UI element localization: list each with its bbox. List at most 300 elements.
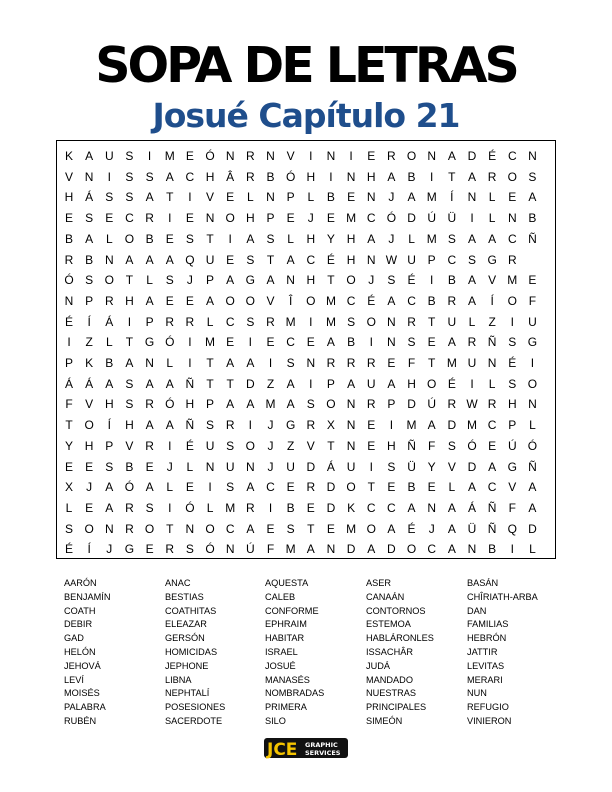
grid-letter[interactable]: I bbox=[107, 169, 111, 184]
grid-letter[interactable]: L bbox=[408, 231, 415, 246]
grid-letter[interactable]: Ú bbox=[427, 397, 437, 412]
grid-letter[interactable]: R bbox=[104, 293, 114, 308]
grid-letter[interactable]: U bbox=[104, 149, 114, 163]
grid-letter[interactable]: D bbox=[407, 211, 416, 226]
grid-letter[interactable]: U bbox=[467, 356, 477, 370]
grid-letter[interactable]: Q bbox=[185, 252, 195, 267]
grid-letter[interactable]: A bbox=[145, 480, 154, 495]
grid-letter[interactable]: E bbox=[528, 273, 537, 288]
grid-letter[interactable]: C bbox=[387, 500, 396, 515]
grid-letter[interactable]: S bbox=[105, 190, 114, 205]
grid-letter[interactable]: S bbox=[85, 273, 94, 288]
grid-letter[interactable]: D bbox=[467, 149, 477, 163]
grid-letter[interactable]: N bbox=[387, 314, 396, 329]
grid-letter[interactable]: E bbox=[64, 459, 73, 474]
grid-letter[interactable]: O bbox=[406, 149, 417, 163]
grid-letter[interactable]: G bbox=[527, 335, 538, 350]
grid-letter[interactable]: C bbox=[286, 335, 295, 350]
grid-letter[interactable]: S bbox=[286, 521, 295, 536]
grid-letter[interactable]: I bbox=[430, 273, 434, 288]
grid-letter[interactable]: Q bbox=[507, 521, 517, 536]
grid-letter[interactable]: I bbox=[188, 356, 192, 370]
grid-letter[interactable]: A bbox=[246, 397, 255, 412]
grid-letter[interactable]: T bbox=[125, 335, 134, 350]
grid-letter[interactable]: F bbox=[508, 500, 516, 515]
grid-letter[interactable]: S bbox=[407, 335, 416, 350]
grid-letter[interactable]: T bbox=[226, 376, 234, 391]
grid-letter[interactable]: I bbox=[147, 149, 152, 163]
grid-letter[interactable]: I bbox=[248, 335, 253, 350]
grid-letter[interactable]: B bbox=[347, 335, 356, 350]
grid-letter[interactable]: L bbox=[65, 500, 73, 515]
grid-letter[interactable]: E bbox=[64, 211, 73, 226]
grid-letter[interactable]: O bbox=[346, 273, 356, 288]
grid-letter[interactable]: I bbox=[510, 314, 514, 329]
grid-letter[interactable]: R bbox=[507, 252, 517, 267]
grid-letter[interactable]: M bbox=[325, 314, 336, 329]
grid-letter[interactable]: S bbox=[387, 273, 396, 288]
grid-letter[interactable]: J bbox=[388, 231, 395, 246]
grid-letter[interactable]: T bbox=[206, 231, 214, 246]
grid-letter[interactable]: A bbox=[447, 149, 456, 163]
grid-letter[interactable]: B bbox=[326, 190, 335, 205]
grid-letter[interactable]: W bbox=[385, 252, 398, 267]
grid-letter[interactable]: L bbox=[307, 190, 315, 205]
grid-letter[interactable]: I bbox=[168, 211, 172, 226]
grid-letter[interactable]: I bbox=[309, 149, 313, 163]
grid-letter[interactable]: H bbox=[64, 190, 74, 205]
grid-letter[interactable]: A bbox=[266, 273, 275, 288]
grid-letter[interactable]: E bbox=[85, 459, 94, 474]
grid-letter[interactable]: D bbox=[407, 397, 416, 412]
grid-letter[interactable]: D bbox=[326, 500, 336, 515]
grid-letter[interactable]: H bbox=[104, 397, 114, 412]
grid-letter[interactable]: B bbox=[85, 252, 94, 267]
grid-letter[interactable]: Î bbox=[288, 293, 293, 308]
grid-letter[interactable]: Ó bbox=[285, 169, 296, 184]
grid-letter[interactable]: E bbox=[85, 500, 94, 515]
grid-letter[interactable]: A bbox=[246, 231, 255, 246]
grid-letter[interactable]: E bbox=[105, 211, 114, 226]
grid-letter[interactable]: M bbox=[285, 542, 296, 557]
grid-letter[interactable]: R bbox=[346, 356, 356, 370]
grid-letter[interactable]: T bbox=[367, 480, 375, 495]
grid-letter[interactable]: N bbox=[507, 211, 517, 226]
grid-letter[interactable]: É bbox=[407, 521, 416, 536]
grid-letter[interactable]: E bbox=[185, 480, 194, 495]
grid-letter[interactable]: Ñ bbox=[487, 521, 497, 536]
grid-letter[interactable]: E bbox=[145, 459, 154, 474]
grid-letter[interactable]: I bbox=[208, 480, 212, 495]
grid-letter[interactable]: N bbox=[185, 521, 195, 536]
grid-letter[interactable]: T bbox=[327, 273, 335, 288]
grid-letter[interactable]: E bbox=[185, 211, 194, 226]
grid-letter[interactable]: G bbox=[124, 542, 135, 557]
grid-letter[interactable]: K bbox=[347, 500, 356, 515]
grid-letter[interactable]: O bbox=[527, 376, 538, 391]
grid-letter[interactable]: M bbox=[467, 418, 477, 433]
grid-letter[interactable]: L bbox=[206, 500, 214, 515]
grid-letter[interactable]: R bbox=[225, 418, 235, 433]
grid-letter[interactable]: C bbox=[225, 521, 235, 536]
grid-letter[interactable]: A bbox=[246, 356, 255, 370]
grid-letter[interactable]: C bbox=[447, 252, 457, 267]
grid-letter[interactable]: L bbox=[105, 231, 113, 246]
grid-letter[interactable]: R bbox=[387, 149, 396, 163]
grid-letter[interactable]: É bbox=[326, 252, 335, 267]
grid-letter[interactable]: E bbox=[387, 356, 396, 370]
grid-letter[interactable]: M bbox=[406, 418, 417, 433]
grid-letter[interactable]: U bbox=[366, 376, 376, 391]
grid-letter[interactable]: K bbox=[64, 149, 73, 163]
grid-letter[interactable]: Á bbox=[64, 376, 73, 391]
grid-letter[interactable]: M bbox=[285, 314, 296, 329]
grid-letter[interactable]: S bbox=[105, 459, 114, 474]
grid-letter[interactable]: A bbox=[407, 190, 416, 205]
grid-letter[interactable]: R bbox=[407, 314, 416, 329]
grid-letter[interactable]: B bbox=[105, 356, 114, 370]
grid-letter[interactable]: J bbox=[388, 190, 395, 205]
grid-letter[interactable]: A bbox=[165, 252, 174, 267]
grid-letter[interactable]: H bbox=[84, 438, 94, 453]
grid-letter[interactable]: O bbox=[366, 521, 376, 536]
grid-letter[interactable]: I bbox=[67, 335, 71, 350]
grid-letter[interactable]: A bbox=[246, 521, 255, 536]
grid-letter[interactable]: Ü bbox=[447, 211, 457, 226]
grid-letter[interactable]: A bbox=[145, 190, 154, 205]
grid-letter[interactable]: S bbox=[246, 314, 255, 329]
grid-letter[interactable]: J bbox=[166, 459, 173, 474]
grid-letter[interactable]: H bbox=[125, 418, 134, 433]
grid-letter[interactable]: A bbox=[407, 500, 416, 515]
grid-letter[interactable]: R bbox=[487, 169, 497, 184]
grid-letter[interactable]: R bbox=[145, 438, 154, 453]
grid-letter[interactable]: D bbox=[387, 542, 396, 557]
grid-letter[interactable]: E bbox=[185, 293, 194, 308]
grid-letter[interactable]: S bbox=[286, 356, 295, 370]
grid-letter[interactable]: Y bbox=[64, 438, 73, 453]
grid-letter[interactable]: H bbox=[346, 252, 356, 267]
grid-letter[interactable]: Ñ bbox=[407, 438, 416, 453]
grid-letter[interactable]: É bbox=[447, 376, 456, 391]
grid-letter[interactable]: O bbox=[104, 273, 114, 288]
grid-letter[interactable]: C bbox=[346, 293, 356, 308]
grid-letter[interactable]: A bbox=[367, 231, 376, 246]
grid-letter[interactable]: S bbox=[508, 335, 517, 350]
grid-letter[interactable]: A bbox=[105, 376, 114, 391]
grid-letter[interactable]: N bbox=[246, 459, 255, 474]
grid-letter[interactable]: Ñ bbox=[528, 231, 537, 246]
grid-letter[interactable]: T bbox=[327, 438, 335, 453]
grid-letter[interactable]: É bbox=[508, 356, 517, 370]
grid-letter[interactable]: E bbox=[427, 480, 436, 495]
grid-letter[interactable]: H bbox=[306, 169, 316, 184]
grid-letter[interactable]: J bbox=[267, 438, 274, 453]
grid-letter[interactable]: A bbox=[226, 356, 235, 370]
grid-letter[interactable]: E bbox=[145, 542, 154, 557]
grid-letter[interactable]: A bbox=[467, 293, 476, 308]
grid-letter[interactable]: D bbox=[246, 376, 255, 391]
grid-letter[interactable]: A bbox=[165, 418, 174, 433]
grid-letter[interactable]: O bbox=[124, 231, 135, 246]
grid-letter[interactable]: E bbox=[226, 190, 235, 205]
grid-letter[interactable]: G bbox=[507, 459, 517, 474]
grid-letter[interactable]: N bbox=[266, 190, 275, 205]
grid-letter[interactable]: S bbox=[165, 273, 174, 288]
grid-letter[interactable]: B bbox=[64, 231, 73, 246]
grid-letter[interactable]: A bbox=[105, 480, 114, 495]
grid-letter[interactable]: N bbox=[205, 459, 215, 474]
grid-letter[interactable]: B bbox=[488, 542, 497, 557]
grid-letter[interactable]: Ó bbox=[205, 542, 215, 557]
grid-letter[interactable]: N bbox=[205, 211, 215, 226]
grid-letter[interactable]: R bbox=[125, 521, 134, 536]
grid-letter[interactable]: R bbox=[447, 293, 457, 308]
grid-letter[interactable]: O bbox=[245, 438, 256, 453]
grid-letter[interactable]: C bbox=[225, 314, 235, 329]
grid-letter[interactable]: C bbox=[306, 252, 316, 267]
grid-letter[interactable]: L bbox=[488, 190, 496, 205]
grid-letter[interactable]: É bbox=[64, 542, 73, 557]
grid-letter[interactable]: N bbox=[467, 542, 477, 557]
grid-letter[interactable]: W bbox=[466, 397, 478, 412]
grid-letter[interactable]: A bbox=[145, 376, 154, 391]
grid-letter[interactable]: Á bbox=[326, 459, 335, 474]
grid-letter[interactable]: É bbox=[367, 293, 376, 308]
grid-letter[interactable]: Z bbox=[488, 314, 496, 329]
grid-letter[interactable]: L bbox=[287, 231, 294, 246]
grid-letter[interactable]: P bbox=[427, 252, 436, 267]
grid-letter[interactable]: T bbox=[206, 376, 214, 391]
grid-letter[interactable]: V bbox=[447, 459, 456, 474]
grid-letter[interactable]: Z bbox=[286, 438, 295, 453]
grid-letter[interactable]: V bbox=[306, 438, 315, 453]
grid-letter[interactable]: R bbox=[165, 542, 175, 557]
grid-letter[interactable]: I bbox=[329, 169, 333, 184]
grid-letter[interactable]: M bbox=[426, 190, 437, 205]
grid-letter[interactable]: F bbox=[528, 293, 537, 308]
grid-letter[interactable]: Z bbox=[85, 335, 93, 350]
grid-letter[interactable]: N bbox=[487, 356, 497, 370]
grid-letter[interactable]: Á bbox=[85, 376, 94, 391]
grid-letter[interactable]: A bbox=[226, 397, 235, 412]
grid-letter[interactable]: O bbox=[225, 293, 235, 308]
grid-letter[interactable]: R bbox=[467, 335, 477, 350]
grid-letter[interactable]: D bbox=[528, 521, 537, 536]
grid-letter[interactable]: N bbox=[366, 252, 376, 267]
grid-letter[interactable]: G bbox=[144, 335, 155, 350]
grid-letter[interactable]: G bbox=[487, 252, 497, 267]
grid-letter[interactable]: N bbox=[64, 293, 74, 308]
grid-letter[interactable]: L bbox=[105, 335, 113, 350]
grid-letter[interactable]: Y bbox=[326, 231, 335, 246]
grid-letter[interactable]: S bbox=[447, 438, 456, 453]
grid-letter[interactable]: O bbox=[507, 293, 517, 308]
grid-letter[interactable]: M bbox=[426, 231, 437, 246]
grid-letter[interactable]: A bbox=[367, 542, 376, 557]
grid-letter[interactable]: I bbox=[228, 231, 232, 246]
grid-letter[interactable]: A bbox=[246, 480, 255, 495]
grid-letter[interactable]: B bbox=[528, 211, 537, 226]
grid-letter[interactable]: D bbox=[346, 542, 356, 557]
grid-letter[interactable]: N bbox=[286, 273, 295, 288]
grid-letter[interactable]: O bbox=[84, 521, 94, 536]
grid-letter[interactable]: E bbox=[226, 335, 235, 350]
grid-letter[interactable]: J bbox=[267, 418, 274, 433]
grid-letter[interactable]: M bbox=[507, 273, 518, 288]
grid-letter[interactable]: P bbox=[508, 418, 517, 433]
grid-letter[interactable]: A bbox=[447, 542, 456, 557]
grid-letter[interactable]: U bbox=[205, 438, 215, 453]
grid-letter[interactable]: N bbox=[387, 335, 396, 350]
grid-letter[interactable]: H bbox=[407, 376, 416, 391]
grid-letter[interactable]: N bbox=[104, 521, 114, 536]
grid-letter[interactable]: U bbox=[225, 459, 235, 474]
grid-letter[interactable]: S bbox=[85, 211, 94, 226]
grid-letter[interactable]: O bbox=[406, 542, 417, 557]
grid-letter[interactable]: Ñ bbox=[185, 376, 195, 391]
grid-letter[interactable]: E bbox=[286, 211, 295, 226]
grid-letter[interactable]: L bbox=[468, 314, 476, 329]
grid-letter[interactable]: A bbox=[427, 418, 436, 433]
grid-letter[interactable]: A bbox=[326, 335, 335, 350]
grid-letter[interactable]: I bbox=[369, 335, 373, 350]
grid-letter[interactable]: L bbox=[529, 418, 536, 433]
grid-letter[interactable]: U bbox=[346, 459, 356, 474]
grid-letter[interactable]: R bbox=[145, 211, 154, 226]
grid-letter[interactable]: R bbox=[447, 397, 457, 412]
grid-letter[interactable]: P bbox=[64, 356, 73, 370]
grid-letter[interactable]: V bbox=[64, 169, 73, 184]
grid-letter[interactable]: I bbox=[248, 418, 253, 433]
grid-letter[interactable]: M bbox=[325, 293, 336, 308]
grid-letter[interactable]: L bbox=[166, 480, 174, 495]
grid-letter[interactable]: A bbox=[467, 273, 476, 288]
grid-letter[interactable]: I bbox=[530, 356, 535, 370]
grid-letter[interactable]: I bbox=[309, 376, 313, 391]
grid-letter[interactable]: P bbox=[105, 438, 114, 453]
grid-letter[interactable]: Ú bbox=[427, 211, 437, 226]
grid-letter[interactable]: N bbox=[427, 149, 437, 163]
grid-letter[interactable]: L bbox=[186, 459, 194, 474]
grid-letter[interactable]: U bbox=[528, 314, 537, 329]
grid-letter[interactable]: M bbox=[265, 397, 276, 412]
grid-letter[interactable]: L bbox=[146, 273, 153, 288]
grid-letter[interactable]: V bbox=[85, 397, 94, 412]
grid-letter[interactable]: E bbox=[306, 500, 315, 515]
grid-letter[interactable]: J bbox=[267, 459, 274, 474]
grid-letter[interactable]: N bbox=[528, 149, 537, 163]
grid-letter[interactable]: S bbox=[226, 438, 235, 453]
grid-letter[interactable]: R bbox=[366, 397, 376, 412]
grid-letter[interactable]: O bbox=[326, 397, 336, 412]
grid-letter[interactable]: S bbox=[125, 169, 134, 184]
grid-letter[interactable]: N bbox=[346, 169, 356, 184]
grid-letter[interactable]: A bbox=[467, 231, 476, 246]
grid-letter[interactable]: Á bbox=[85, 190, 94, 205]
grid-letter[interactable]: C bbox=[366, 500, 376, 515]
grid-letter[interactable]: L bbox=[488, 211, 496, 226]
grid-letter[interactable]: Ú bbox=[246, 542, 255, 557]
grid-letter[interactable]: R bbox=[125, 500, 134, 515]
grid-letter[interactable]: N bbox=[346, 418, 356, 433]
grid-letter[interactable]: S bbox=[125, 397, 134, 412]
grid-letter[interactable]: O bbox=[144, 521, 155, 536]
grid-letter[interactable]: L bbox=[488, 376, 496, 391]
grid-letter[interactable]: B bbox=[125, 459, 134, 474]
grid-letter[interactable]: I bbox=[430, 169, 434, 184]
grid-letter[interactable]: R bbox=[306, 418, 316, 433]
grid-letter[interactable]: L bbox=[529, 542, 536, 557]
grid-letter[interactable]: Ó bbox=[205, 149, 215, 163]
grid-letter[interactable]: S bbox=[528, 169, 537, 184]
grid-letter[interactable]: E bbox=[326, 521, 335, 536]
grid-letter[interactable]: A bbox=[145, 293, 154, 308]
grid-letter[interactable]: F bbox=[428, 438, 436, 453]
grid-letter[interactable]: F bbox=[407, 356, 416, 370]
grid-letter[interactable]: R bbox=[185, 314, 195, 329]
grid-letter[interactable]: S bbox=[125, 190, 134, 205]
grid-letter[interactable]: Í bbox=[107, 418, 111, 433]
grid-letter[interactable]: J bbox=[307, 211, 314, 226]
grid-letter[interactable]: Y bbox=[427, 459, 436, 474]
grid-letter[interactable]: H bbox=[125, 293, 134, 308]
grid-letter[interactable]: Â bbox=[226, 169, 235, 184]
grid-letter[interactable]: A bbox=[387, 521, 396, 536]
grid-letter[interactable]: É bbox=[64, 314, 73, 329]
grid-letter[interactable]: A bbox=[347, 376, 356, 391]
grid-letter[interactable]: A bbox=[467, 169, 476, 184]
grid-letter[interactable]: Ó bbox=[64, 273, 74, 288]
grid-letter[interactable]: T bbox=[125, 273, 134, 288]
grid-letter[interactable]: L bbox=[166, 356, 174, 370]
grid-letter[interactable]: T bbox=[206, 356, 214, 370]
grid-letter[interactable]: I bbox=[470, 376, 474, 391]
grid-letter[interactable]: R bbox=[246, 500, 255, 515]
grid-letter[interactable]: Í bbox=[490, 293, 494, 308]
grid-letter[interactable]: O bbox=[427, 376, 437, 391]
grid-letter[interactable]: A bbox=[165, 376, 174, 391]
grid-letter[interactable]: R bbox=[487, 397, 497, 412]
grid-letter[interactable]: R bbox=[246, 149, 255, 163]
grid-letter[interactable]: N bbox=[467, 190, 477, 205]
grid-letter[interactable]: N bbox=[427, 500, 437, 515]
grid-letter[interactable]: A bbox=[528, 500, 537, 515]
grid-letter[interactable]: E bbox=[387, 480, 396, 495]
grid-letter[interactable]: C bbox=[366, 211, 376, 226]
grid-letter[interactable]: Ó bbox=[165, 335, 175, 350]
grid-letter[interactable]: B bbox=[145, 231, 154, 246]
grid-letter[interactable]: A bbox=[387, 293, 396, 308]
grid-letter[interactable]: C bbox=[125, 211, 134, 226]
grid-letter[interactable]: I bbox=[268, 500, 273, 515]
grid-letter[interactable]: A bbox=[206, 293, 215, 308]
grid-letter[interactable]: Ú bbox=[507, 438, 517, 453]
grid-letter[interactable]: A bbox=[85, 231, 94, 246]
grid-letter[interactable]: Í bbox=[450, 190, 454, 205]
grid-letter[interactable]: K bbox=[85, 356, 94, 370]
grid-letter[interactable]: Z bbox=[266, 376, 275, 391]
grid-letter[interactable]: V bbox=[125, 438, 134, 453]
grid-letter[interactable]: A bbox=[125, 356, 134, 370]
grid-letter[interactable]: B bbox=[427, 293, 436, 308]
grid-letter[interactable]: P bbox=[85, 293, 94, 308]
grid-letter[interactable]: É bbox=[488, 149, 497, 163]
grid-letter[interactable]: A bbox=[286, 252, 295, 267]
grid-letter[interactable]: M bbox=[164, 149, 175, 163]
grid-letter[interactable]: A bbox=[286, 397, 295, 412]
grid-letter[interactable]: D bbox=[326, 480, 336, 495]
